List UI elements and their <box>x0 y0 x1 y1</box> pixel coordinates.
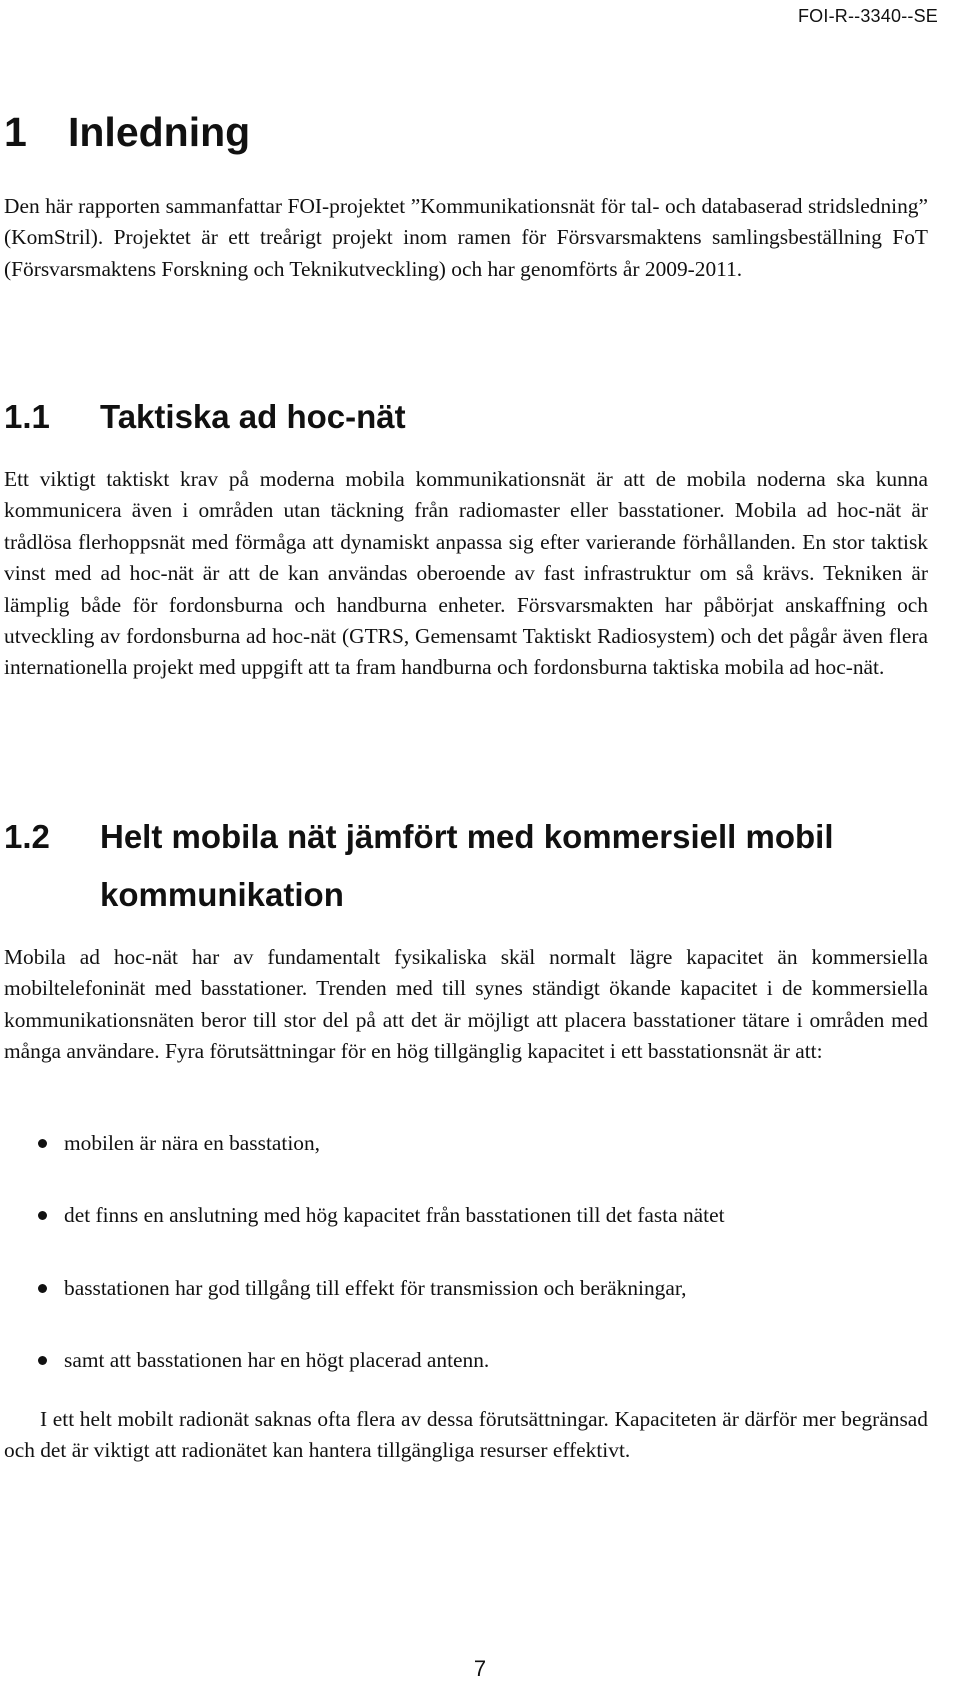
section-heading-1-2 <box>4 808 920 924</box>
section-title: Taktiska ad hoc-nät <box>100 398 406 435</box>
list-item-text: det finns en anslutning med hög kapacitet från basstationen till det fasta nätet <box>64 1203 725 1228</box>
section-title: Helt mobila nät jämfört med kommersiell mobil kommunikation <box>100 818 834 913</box>
list-item <box>4 1345 924 1376</box>
page-number: 7 <box>473 1656 487 1681</box>
chapter-number: 1 <box>4 109 27 155</box>
bullet-icon <box>38 1284 47 1293</box>
list-item-text: samt att basstationen har en högt placerad antenn. <box>64 1348 490 1373</box>
list-item <box>4 1200 924 1231</box>
closing-paragraph: I ett helt mobilt radionät saknas ofta flera av dessa förutsättningar. Kapaciteten är därför mer begränsad och det är viktigt att radionätet kan hantera tillgängliga resurser effektivt. <box>4 1407 928 1463</box>
chapter-title: Inledning <box>68 109 251 155</box>
chapter-heading <box>4 108 250 157</box>
section-number: 1.2 <box>4 818 50 855</box>
list-item <box>4 1273 924 1304</box>
bullet-list <box>4 1128 924 1418</box>
bullet-icon <box>38 1139 47 1148</box>
bullet-icon <box>38 1356 47 1365</box>
chapter-intro-paragraph: Den här rapporten sammanfattar FOI-projektet ”Kommunikationsnät för tal- och databaserad stridsledning” (KomStril). Projektet är ett treårigt projekt inom ramen för Försvarsmaktens samlingsbeställning FoT (Försvarsmaktens Forskning och Teknikutveckling) och har genomförts år 2009-2011. <box>4 194 928 281</box>
section-heading-1-1 <box>4 388 920 446</box>
list-item-text: mobilen är nära en basstation, <box>64 1131 321 1155</box>
section-1-1-paragraph: Ett viktigt taktiskt krav på moderna mobila kommunikationsnät är att de mobila noderna ska kunna kommunicera även i områden utan täckning från radiomaster eller basstationer. Mobila ad hoc-nät är trådlösa flerhoppsnät med förmåga att dynamiskt anpassa sig efter varierande förhållanden. En stor taktisk vinst med ad hoc-nät är att de kan användas oberoende av fast infrastruktur om så krävs. Tekniken är lämplig både för fordonsburna och handburna enheter. Försvarsmakten har påbörjat anskaffning och utveckling av fordonsburna ad hoc-nät (GTRS, Gemensamt Taktiskt Radiosystem) och det pågår även flera internationella projekt med uppgift att ta fram handburna och fordonsburna taktiska mobila ad hoc-nät. <box>4 467 928 680</box>
list-item <box>4 1128 924 1159</box>
section-number: 1.1 <box>4 398 50 435</box>
section-1-2-paragraph: Mobila ad hoc-nät har av fundamentalt fysikaliska skäl normalt lägre kapacitet än kommersiella mobiltelefoninät med basstationer. Trenden med till synes ständigt ökande kapacitet i de kommersiella kommunikationsnäten beror till stor del på att det är möjligt att placera basstationer tätare i områden med många användare. Fyra förutsättningar för en hög tillgänglig kapacitet i ett basstationsnät är att: <box>4 945 928 1064</box>
bullet-icon <box>38 1211 47 1220</box>
report-id: FOI-R--3340--SE <box>797 6 938 26</box>
list-item-text: basstationen har god tillgång till effekt för transmission och beräkningar, <box>64 1275 687 1300</box>
